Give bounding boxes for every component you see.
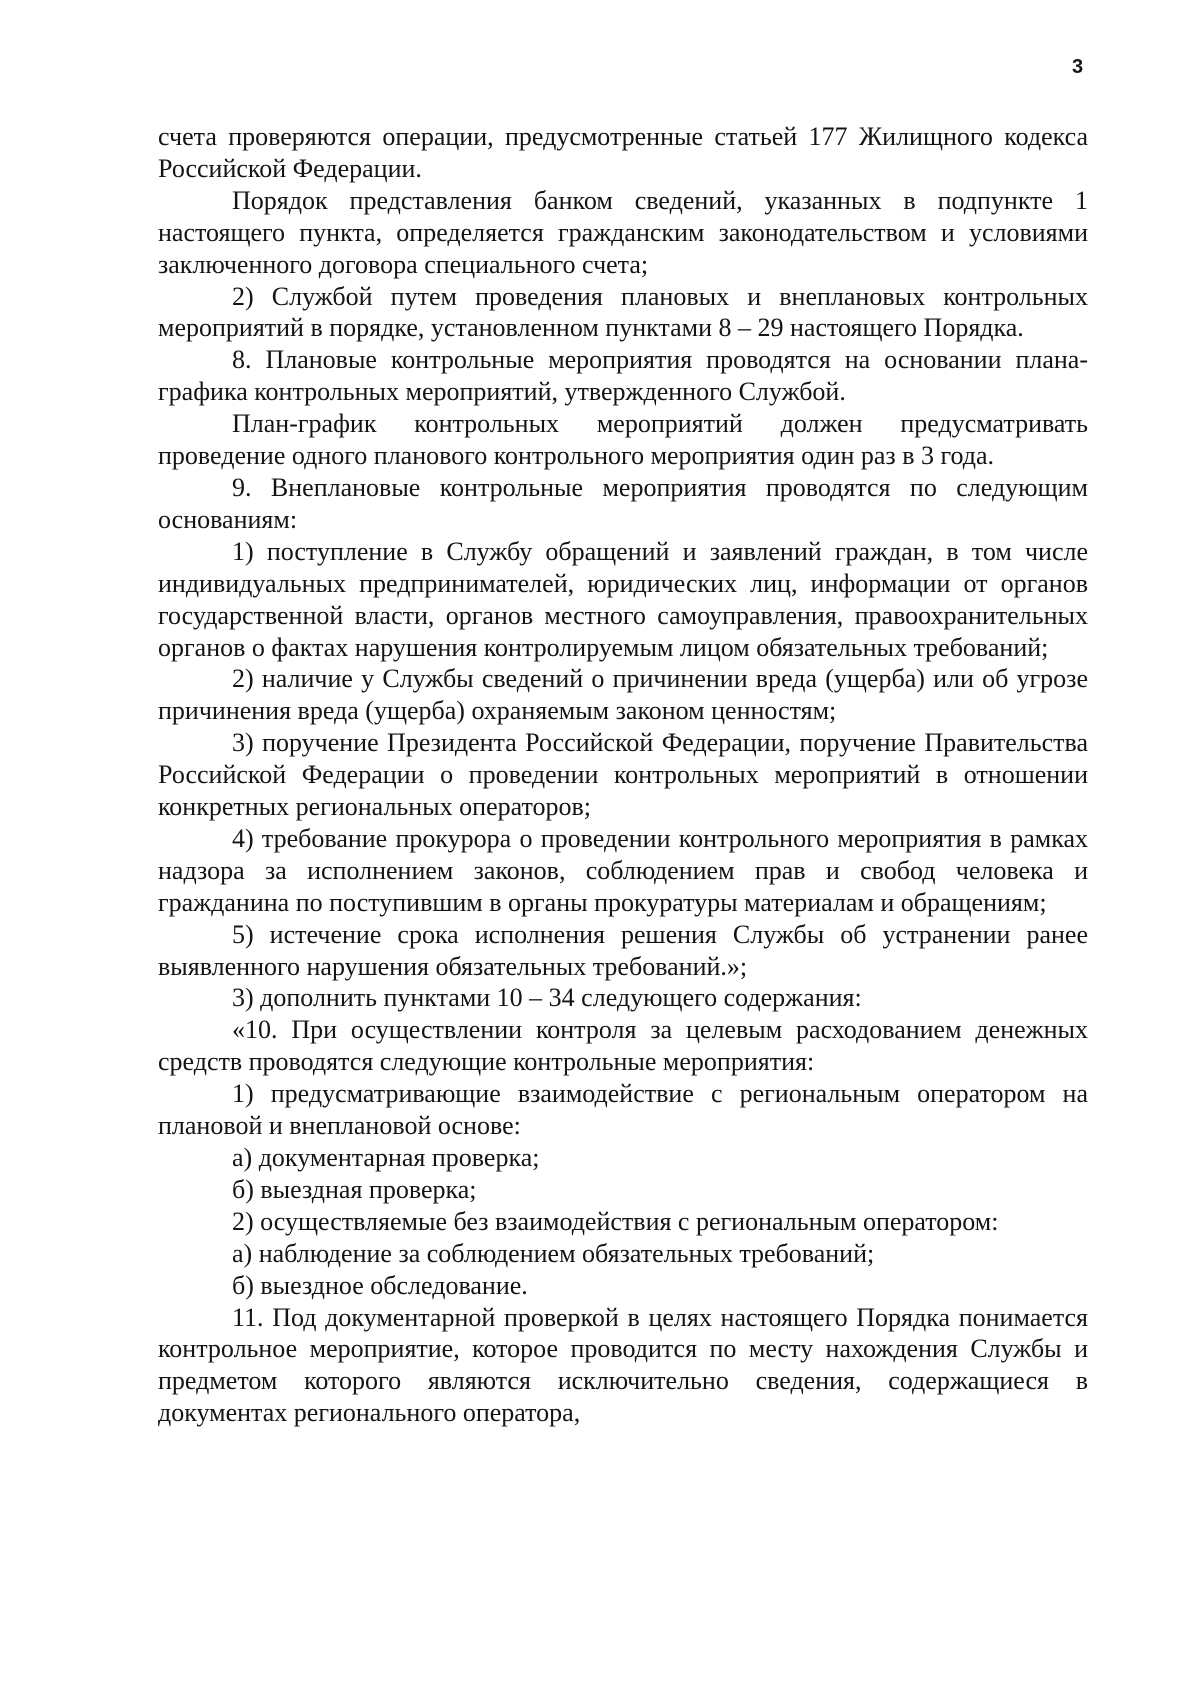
paragraph: 8. Плановые контрольные мероприятия проводятся на основании плана-графика контрольных мероприятий, утвержденного Службой. — [158, 345, 1088, 407]
paragraph: а) документарная проверка; — [232, 1143, 540, 1172]
paragraph: «10. При осуществлении контроля за целевым расходованием денежных средств проводятся следующие контрольные мероприятия: — [158, 1015, 1088, 1077]
paragraph: счета проверяются операции, предусмотренные статьей 177 Жилищного кодекса Российской Федерации. — [158, 122, 1088, 183]
paragraph: 4) требование прокурора о проведении контрольного мероприятия в рамках надзора за исполнением законов, соблюдением прав и свобод человека и гражданина по поступившим в органы прокуратуры материалам и обращениям; — [158, 823, 1088, 917]
paragraph: 9. Внеплановые контрольные мероприятия проводятся по следующим основаниям: — [158, 472, 1088, 534]
paragraph: Порядок представления банком сведений, указанных в подпункте 1 настоящего пункта, определяется гражданским законодательством и условиями заключенного договора специального счета; — [158, 185, 1088, 279]
document-body — [158, 121, 1088, 1429]
page-number: 3 — [1072, 56, 1084, 78]
paragraph: 2) наличие у Службы сведений о причинении вреда (ущерба) или об угрозе причинения вреда (ущерба) охраняемым законом ценностям; — [158, 664, 1088, 726]
paragraph: а) наблюдение за соблюдением обязательных требований; — [232, 1238, 875, 1268]
paragraph: 5) истечение срока исполнения решения Службы об устранении ранее выявленного нарушения обязательных требований.»; — [158, 919, 1088, 981]
paragraph: б) выездное обследование. — [232, 1270, 528, 1300]
paragraph: 2) Службой путем проведения плановых и внеплановых контрольных мероприятий в порядке, установленном пунктами 8 – 29 настоящего Порядка. — [158, 281, 1088, 343]
paragraph: б) выездная проверка; — [232, 1174, 477, 1204]
paragraph: 1) предусматривающие взаимодействие с региональным оператором на плановой и внеплановой основе: — [158, 1079, 1088, 1141]
paragraph: 3) дополнить пунктами 10 – 34 следующего содержания: — [232, 983, 862, 1013]
paragraph: План-график контрольных мероприятий должен предусматривать проведение одного планового контрольного мероприятия один раз в 3 года. — [158, 409, 1088, 471]
paragraph: 3) поручение Президента Российской Федерации, поручение Правительства Российской Федерации о проведении контрольных мероприятий в отношении конкретных региональных операторов; — [158, 728, 1088, 822]
paragraph: 1) поступление в Службу обращений и заявлений граждан, в том числе индивидуальных предпринимателей, юридических лиц, информации от органов государственной власти, органов местного самоуправления, правоохранительных органов о фактах нарушения контролируемым лицом обязательных требований; — [158, 536, 1088, 662]
paragraph: 11. Под документарной проверкой в целях настоящего Порядка понимается контрольное мероприятие, которое проводится по месту нахождения Службы и предметом которого являются исключительно сведения, содержащиеся в документах регионального оператора, — [158, 1302, 1088, 1428]
paragraph: 2) осуществляемые без взаимодействия с региональным оператором: — [232, 1206, 999, 1236]
